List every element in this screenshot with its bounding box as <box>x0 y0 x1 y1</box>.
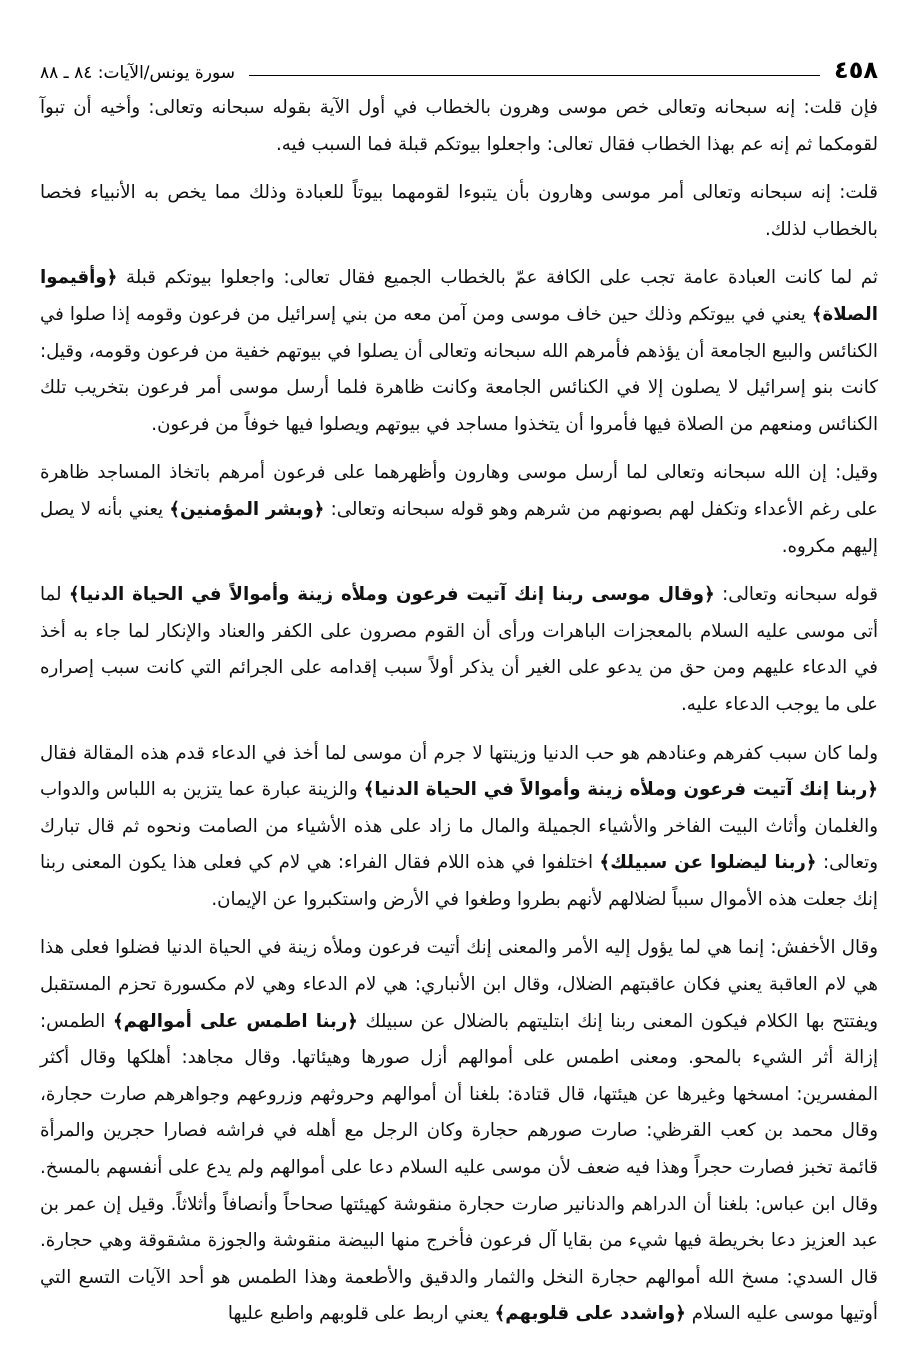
text-run: ثم لما كانت العبادة عامة تجب على الكافة عمّ بالخطاب الجميع فقال تعالى: واجعلوا بيوتكم قبلة <box>117 267 878 289</box>
text-run: الطمس: إزالة أثر الشيء بالمحو. ومعنى اطمس على أموالهم أزل صورها وهيئاتها. وقال مجاهد: أهلكها وقال أكثر المفسرين: امسخها وغيرها عن هيئتها، قال قتادة: بلغنا أن أموالهم وحروثهم وزروعهم وجواهرهم صارت حجارة، وقال محمد بن كعب القرظي: صارت صورهم حجارة وكان الرجل مع أهله في فراشه فصارا حجرين والمرأة قائمة تخبز فصارت حجراً وهذا فيه ضعف لأن موسى عليه السلام دعا على أموالهم ولم يدع على أنفسهم بالمسخ. وقال ابن عباس: بلغنا أن الدراهم والدنانير صارت حجارة منقوشة كهيئتها صحاحاً وأنصافاً وأثلاثاً. وقيل إن عمر بن عبد العزيز دعا بخريطة فيها شيء من بقايا آل فرعون فأخرج منها البيضة منقوشة والجوزة مشقوقة وهي حجارة. قال السدي: مسخ الله أموالهم حجارة النخل والثمار والدقيق والأطعمة وهذا الطمس هو أحد الآيات التسع التي أوتيها موسى عليه السلام <box>40 1010 878 1325</box>
page-number: ٤٥٨ <box>834 56 878 84</box>
text-run: ولما كان سبب كفرهم وعنادهم هو حب الدنيا وزينتها لا جرم أن موسى لما أخذ في الدعاء قدم هذه المقالة فقال <box>40 742 878 764</box>
text-run: وقيل: إن الله سبحانه وتعالى لما أرسل موسى وهارون وأظهرهما على فرعون أمرهم باتخاذ المساجد ظاهرة على رغم الأعداء وتكفل لهم بصونهم من شرهم وهو قوله سبحانه وتعالى: <box>40 462 878 520</box>
text-run: يعني في بيوتكم وذلك حين خاف موسى ومن آمن معه من بني إسرائيل من فرعون وقومه إذا صلوا في الكنائس والبيع الجامعة أن يؤذهم فأمرهم الله سبحانه وتعالى أن يصلوا في بيوتهم خفية من فرعون وقومه، وقيل: كانت بنو إسرائيل لا يصلون إلا في الكنائس الجامعة وكانت ظاهرة فلما أرسل موسى أمر فرعون بتخريب تلك الكنائس ومنعهم من الصلاة فيها فأمروا أن يتخذوا مساجد في بيوتهم ويصلوا فيها خوفاً من فرعون. <box>40 303 878 435</box>
quran-quote: ﴿وبشر المؤمنين﴾ <box>169 498 325 520</box>
text-run: قلت: إنه سبحانه وتعالى أمر موسى وهارون بأن يتبوءا لقومهما بيوتاً للعبادة وذلك مما يخص به الأنبياء فخصا بالخطاب لذلك. <box>40 182 878 240</box>
quran-quote: ﴿واشدد على قلوبهم﴾ <box>494 1303 686 1325</box>
paragraph <box>40 577 878 723</box>
text-run: قوله سبحانه وتعالى: <box>714 584 878 606</box>
paragraph <box>40 736 878 919</box>
quran-quote: ﴿ربنا إنك آتيت فرعون وملأه زينة وأموالاً في الحياة الدنيا﴾ <box>363 779 878 801</box>
text-run: والزينة عبارة عما يتزين به اللباس والدواب والغلمان وأثاث البيت الفاخر والأشياء الجميلة والمال ما زاد على هذه الأشياء من الصامت ونحوه ثم قال تبارك وتعالى: <box>40 779 878 874</box>
text-run: اختلفوا في هذه اللام فقال الفراء: هي لام كي فعلى هذا يكون المعنى ربنا إنك جعلت هذه الأموال سبباً لضلالهم لأنهم بطروا وطغوا في الأرض واستكبروا عن الإيمان. <box>40 852 878 910</box>
page-header <box>40 50 878 84</box>
paragraph <box>40 90 878 163</box>
body-text <box>40 90 878 1333</box>
paragraph <box>40 260 878 443</box>
paragraph <box>40 175 878 248</box>
quran-quote: ﴿ربنا اطمس على أموالهم﴾ <box>112 1010 358 1032</box>
paragraph <box>40 930 878 1333</box>
text-run: فإن قلت: إنه سبحانه وتعالى خص موسى وهرون بالخطاب في أول الآية بقوله سبحانه وتعالى: وأخيه أن تبوآ لقومكما ثم إنه عم بهذا الخطاب فقال تعالى: واجعلوا بيوتكم قبلة فما السبب فيه. <box>40 97 878 155</box>
paragraph <box>40 455 878 565</box>
text-run: يعني اربط على قلوبهم واطبع عليها <box>227 1303 495 1325</box>
text-run: وقال الأخفش: إنما هي لما يؤول إليه الأمر والمعنى إنك أتيت فرعون وملأه زينة في الحياة الدنيا فضلوا فعلى هذا هي لام العاقبة يعني فكان عاقبتهم الضلال، وقال ابن الأنباري: هي لام الدعاء وهي لام مكسورة تحزم المستقبل ويفتتح بها الكلام فيكون المعنى ربنا إنك ابتليتهم بالضلال عن سبيلك <box>40 937 879 1032</box>
quran-quote: ﴿وأقيموا الصلاة﴾ <box>40 267 878 325</box>
quran-quote: ﴿ربنا ليضلوا عن سبيلك﴾ <box>599 852 817 874</box>
text-run: لما أتى موسى عليه السلام بالمعجزات الباهرات ورأى أن القوم مصرون على الكفر والعناد والإنكار لما جاء به أخذ في الدعاء عليهم ومن حق من يدعو على الغير أن يذكر أولاً سبب إقدامه على الجرائم التي كانت سبب إصراره على ما يوجب الدعاء عليه. <box>40 584 878 715</box>
running-title: سورة يونس/الآيات: ٨٤ ـ ٨٨ <box>40 63 235 83</box>
quran-quote: ﴿وقال موسى ربنا إنك آتيت فرعون وملأه زينة وأموالاً في الحياة الدنيا﴾ <box>68 584 715 606</box>
text-run: يعني بأنه لا يصل إليهم مكروه. <box>40 498 878 557</box>
header-rule <box>249 75 820 76</box>
